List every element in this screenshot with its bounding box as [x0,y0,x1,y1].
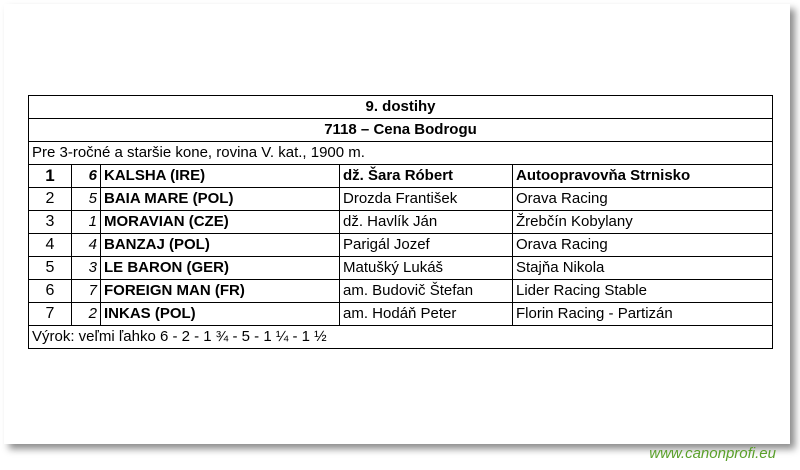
jockey-cell: dž. Šara Róbert [340,165,513,188]
number-cell: 1 [72,211,101,234]
number-cell: 2 [72,303,101,326]
place-cell: 5 [29,257,72,280]
jockey-cell: am. Hodáň Peter [340,303,513,326]
jockey-cell: Drozda František [340,188,513,211]
number-cell: 7 [72,280,101,303]
owner-cell: Lider Racing Stable [513,280,773,303]
place-cell: 3 [29,211,72,234]
owner-cell: Orava Racing [513,234,773,257]
horse-cell: BANZAJ (POL) [101,234,340,257]
watermark-text: www.canonprofi.eu [649,445,776,462]
result-row [29,280,773,303]
race-results-table [28,95,773,349]
page-sheet [4,4,790,444]
result-row [29,234,773,257]
owner-cell: Orava Racing [513,188,773,211]
horse-cell: LE BARON (GER) [101,257,340,280]
jockey-cell: Parigál Jozef [340,234,513,257]
result-row [29,165,773,188]
result-row [29,188,773,211]
race-name: 7118 – Cena Bodrogu [29,119,773,142]
owner-cell: Autoopravovňa Strnisko [513,165,773,188]
owner-cell: Florin Racing - Partizán [513,303,773,326]
result-row [29,211,773,234]
race-verdict: Výrok: veľmi ľahko 6 - 2 - 1 ¾ - 5 - 1 ¼ - 1 ½ [29,326,773,349]
horse-cell: FOREIGN MAN (FR) [101,280,340,303]
number-cell: 5 [72,188,101,211]
place-cell: 6 [29,280,72,303]
result-row [29,303,773,326]
horse-cell: BAIA MARE (POL) [101,188,340,211]
jockey-cell: dž. Havlík Ján [340,211,513,234]
jockey-cell: am. Budovič Štefan [340,280,513,303]
owner-cell: Stajňa Nikola [513,257,773,280]
number-cell: 3 [72,257,101,280]
place-cell: 7 [29,303,72,326]
horse-cell: INKAS (POL) [101,303,340,326]
horse-cell: MORAVIAN (CZE) [101,211,340,234]
place-cell: 1 [29,165,72,188]
result-row [29,257,773,280]
owner-cell: Žrebčín Kobylany [513,211,773,234]
place-cell: 2 [29,188,72,211]
race-title: 9. dostihy [29,96,773,119]
number-cell: 4 [72,234,101,257]
number-cell: 6 [72,165,101,188]
race-conditions: Pre 3-ročné a staršie kone, rovina V. kat., 1900 m. [29,142,773,165]
jockey-cell: Matušký Lukáš [340,257,513,280]
horse-cell: KALSHA (IRE) [101,165,340,188]
place-cell: 4 [29,234,72,257]
